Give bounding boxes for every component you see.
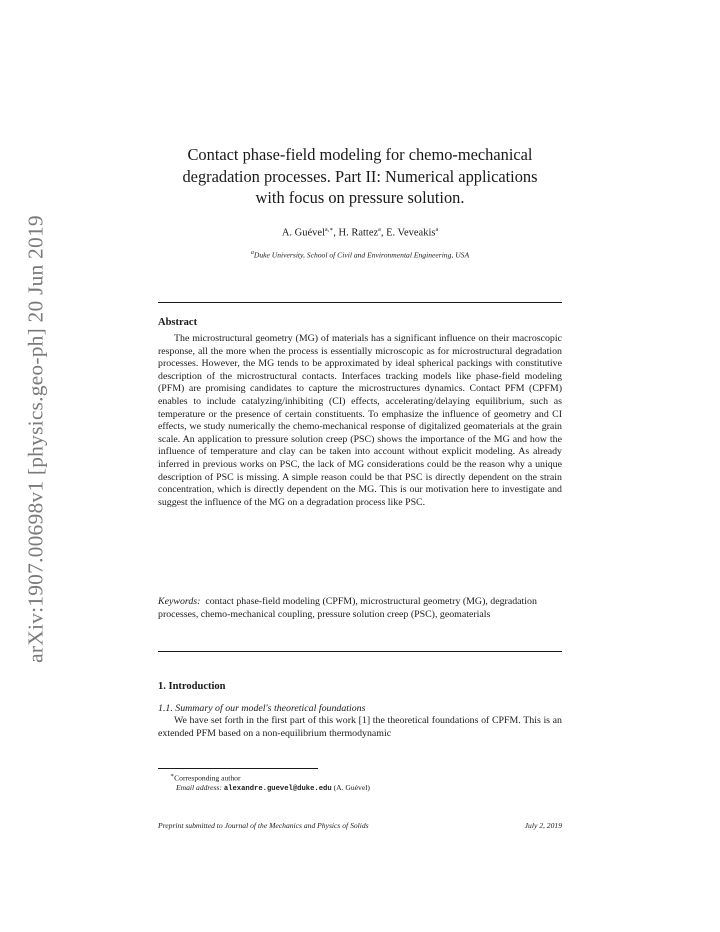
author-marker: a [435, 227, 439, 233]
footer-journal: Preprint submitted to Journal of the Mechanics and Physics of Solids [158, 821, 369, 830]
abstract-body: The microstructural geometry (MG) of materials has a significant influence on their macroscopic response, all the more when the process is essentially microscopic as for microstructural degradation processes. However, the MG tends to be approximated by ideal spherical packings with constitutive description of the microstructural contacts. Interfaces tracking models like phase-field modeling (PFM) are promising candidates to capture the microstructures dynamics. Contact PFM (CPFM) enables to include catalyzing/inhibiting (CI) effects, accelerating/delaying equilibrium, such as temperature or the presence of certain constituents. To emphasize the influence of geometry and CI effects, we study numerically the chemo-mechanical response of digitalized geomaterials at the grain scale. An application to pressure solution creep (PSC) shows the importance of the MG and how the influence of temperature and clay can be taken into account without explicit modeling. As already inferred in previous works on PSC, the lack of MG considerations could be the reason why a unique description of PSC is missing. A simple reason could be that PSC is directly dependent on the strain concentration, which is directly dependent on the MG. This is our motivation here to investigate and suggest the influence of the MG on a degradation process like PSC. [158, 333, 562, 508]
abstract-bottom-rule [158, 651, 562, 652]
author-name: A. Guével [281, 227, 325, 239]
paper-title [140, 144, 580, 209]
author-name: , E. Veveakis [380, 227, 436, 239]
email-name: (A. Guével) [333, 783, 370, 792]
author-list [158, 226, 562, 239]
keywords-label: Keywords: [158, 596, 201, 607]
title-line: degradation processes. Part II: Numerical applications [182, 166, 538, 186]
footnote-email [176, 783, 370, 793]
title-line: Contact phase-field modeling for chemo-mechanical [187, 145, 533, 164]
abstract-top-rule [158, 302, 562, 303]
footer-date: July 2, 2019 [524, 821, 562, 830]
keywords-text: contact phase-field modeling (CPFM), microstructural geometry (MG), degradation processes, chemo-mechanical coupling, pressure solution creep (PSC), geomaterials [158, 596, 537, 620]
subsection-heading: 1.1. Summary of our model's theoretical foundations [158, 703, 366, 714]
affiliation [158, 250, 562, 260]
abstract-heading: Abstract [158, 317, 198, 328]
affiliation-marker: a [250, 250, 254, 256]
author-name: , H. Rattez [333, 227, 379, 239]
title-line: with focus on pressure solution. [255, 188, 465, 207]
footnote-marker: ∗ [170, 773, 175, 779]
arxiv-identifier-text: arXiv:1907.00698v1 [physics.geo-ph] 20 Jun 2019 [23, 214, 48, 663]
footnote-corresponding-text: Corresponding author [174, 773, 241, 783]
footnote-corresponding [170, 772, 241, 783]
author-marker: a,∗ [325, 227, 334, 233]
keywords [158, 596, 562, 621]
author-marker: a [378, 227, 381, 233]
footnote-rule [158, 768, 318, 769]
arxiv-identifier [16, 214, 56, 663]
affiliation-text: Duke University, School of Civil and Environmental Engineering, USA [253, 250, 470, 260]
email-label: Email address: [176, 783, 222, 792]
email-address[interactable]: alexandre.guevel@duke.edu [223, 785, 332, 793]
introduction-body: We have set forth in the first part of this work [1] the theoretical foundations of CPFM. This is an extended PFM based on a non-equilibrium thermodynamic [158, 715, 562, 739]
section-heading: 1. Introduction [158, 681, 226, 692]
